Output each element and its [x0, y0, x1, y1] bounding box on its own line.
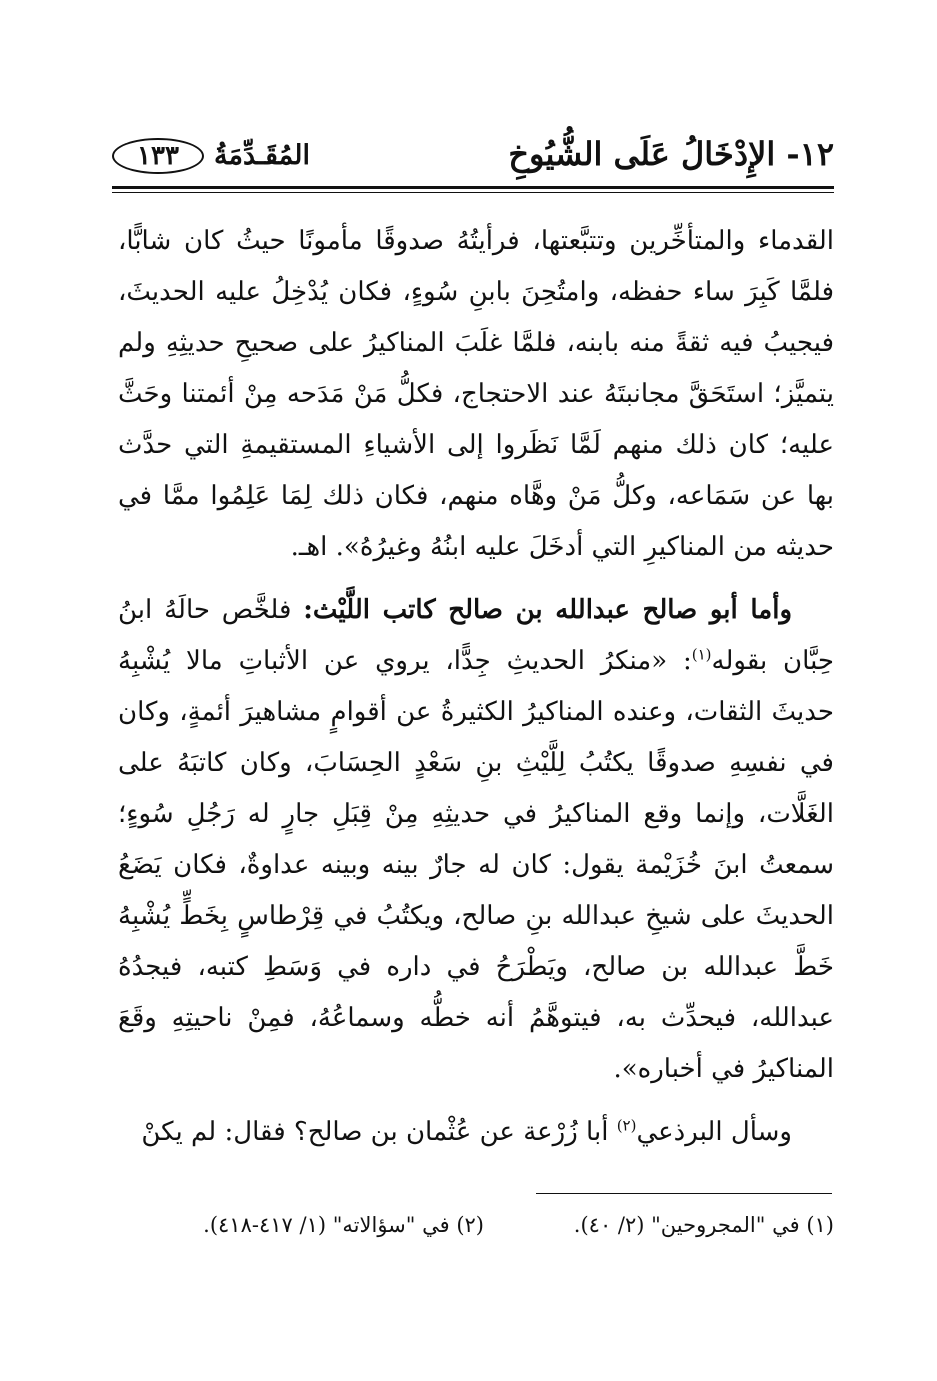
header-rule-thin	[112, 192, 834, 193]
paragraph-3-text-a: وسأل البرذعي	[636, 1117, 792, 1147]
footnote-ref-2[interactable]: (٢)	[616, 1116, 637, 1135]
footnote-separator	[536, 1193, 832, 1194]
footnote-2: (٢) في "سؤالاته" (١/ ٤١٧-٤١٨).	[203, 1213, 484, 1237]
section-name: المُقَـدِّمَةُ	[214, 140, 311, 171]
paragraph-1-text: القدماء والمتأخِّرين وتتبَّعتها، فرأيتُهُ صدوقًا مأمونًا حيثُ كان شابًّا، فلمَّا كَبِرَ ساء حفظه، وامتُحِنَ بابنِ سُوءٍ، فكان يُدْخِلُ عليه الحديثَ، فيجيبُ فيه ثقةً منه بابنه، فلمَّا غلَبَ المناكيرُ على صحيحِ حديثِهِ ولم يتميَّز؛ استَحَقَّ مجانبتَهُ عند الاحتجاج، فكلُّ مَنْ مَدَحه مِنْ أئمتنا وحَثَّ عليه؛ كان ذلك منهم لَمَّا نَظَروا إلى الأشياءِ المستقيمةِ التي حدَّث بها عن سَمَاعه، وكلُّ مَنْ وهَّاه منهم، فكان ذلك لِمَا عَلِمُوا ممَّا في حديثه من المناكيرِ التي أدخَلَ عليه ابنُهُ وغيرُهُ». اهـ.	[118, 226, 834, 562]
body-text	[118, 216, 834, 1158]
footnote-ref-1[interactable]: (١)	[691, 645, 712, 664]
paragraph-2-text-b: : «منكرُ الحديثِ جِدًّا، يروي عن الأثباتِ مالا يُشْبِهُ حديثَ الثقات، وعنده المناكيرُ الكثيرةُ عن أقوامٍ مشاهيرَ أئمةٍ، وكان في نفسِهِ صدوقًا يكتُبُ لِلَّيْثِ بنِ سَعْدٍ الحِسَابَ، وكان كاتبَهُ على الغَلَّات، وإنما وقع المناكيرُ في حديثِهِ مِنْ قِبَلِ جارٍ له رَجُلِ سُوءٍ؛ سمعتُ ابنَ خُزَيْمة يقول: كان له جارٌ بينه وبينه عداوةٌ، فكان يَضَعُ الحديثَ على شيخِ عبدالله بنِ صالح، ويكتُبُ في قِرْطاسٍ بِخَطٍّ يُشْبِهُ خَطَّ عبدالله بن صالح، ويَطْرَحُ في داره في وَسَطِ كتبه، فيجدُهُ عبدالله، فيحدِّث به، فيتوهَّمُ أنه خطُّه وسماعُهُ، فمِنْ ناحيتِهِ وقَعَ المناكيرُ في أخباره».	[118, 646, 834, 1084]
page-number-badge	[112, 138, 204, 174]
paragraph-2-heading: وأما أبو صالح عبدالله بن صالح كاتب اللَّيْث:	[303, 595, 793, 625]
paragraph-3-text-b: أبا زُرْعة عن عُثْمان بن صالح؟ فقال: لم يكنْ	[141, 1117, 617, 1147]
paragraph-1	[118, 216, 834, 573]
header-rule-thick	[112, 186, 834, 189]
footnote-1: (١) في "المجروحين" (٢/ ٤٠).	[573, 1213, 834, 1237]
page-header	[112, 126, 834, 182]
paragraph-2	[118, 585, 834, 1095]
footnotes	[118, 1207, 834, 1247]
section-group	[112, 136, 310, 176]
chapter-title: ١٢- الإِدْخَالُ عَلَى الشُّيُوخِ	[508, 135, 834, 173]
paragraph-2-text-a: فلخَّص حالَهُ ابنُ حِبَّان بقوله	[118, 595, 834, 676]
paragraph-3	[118, 1107, 834, 1158]
page-number: ١٣٣	[137, 141, 179, 171]
